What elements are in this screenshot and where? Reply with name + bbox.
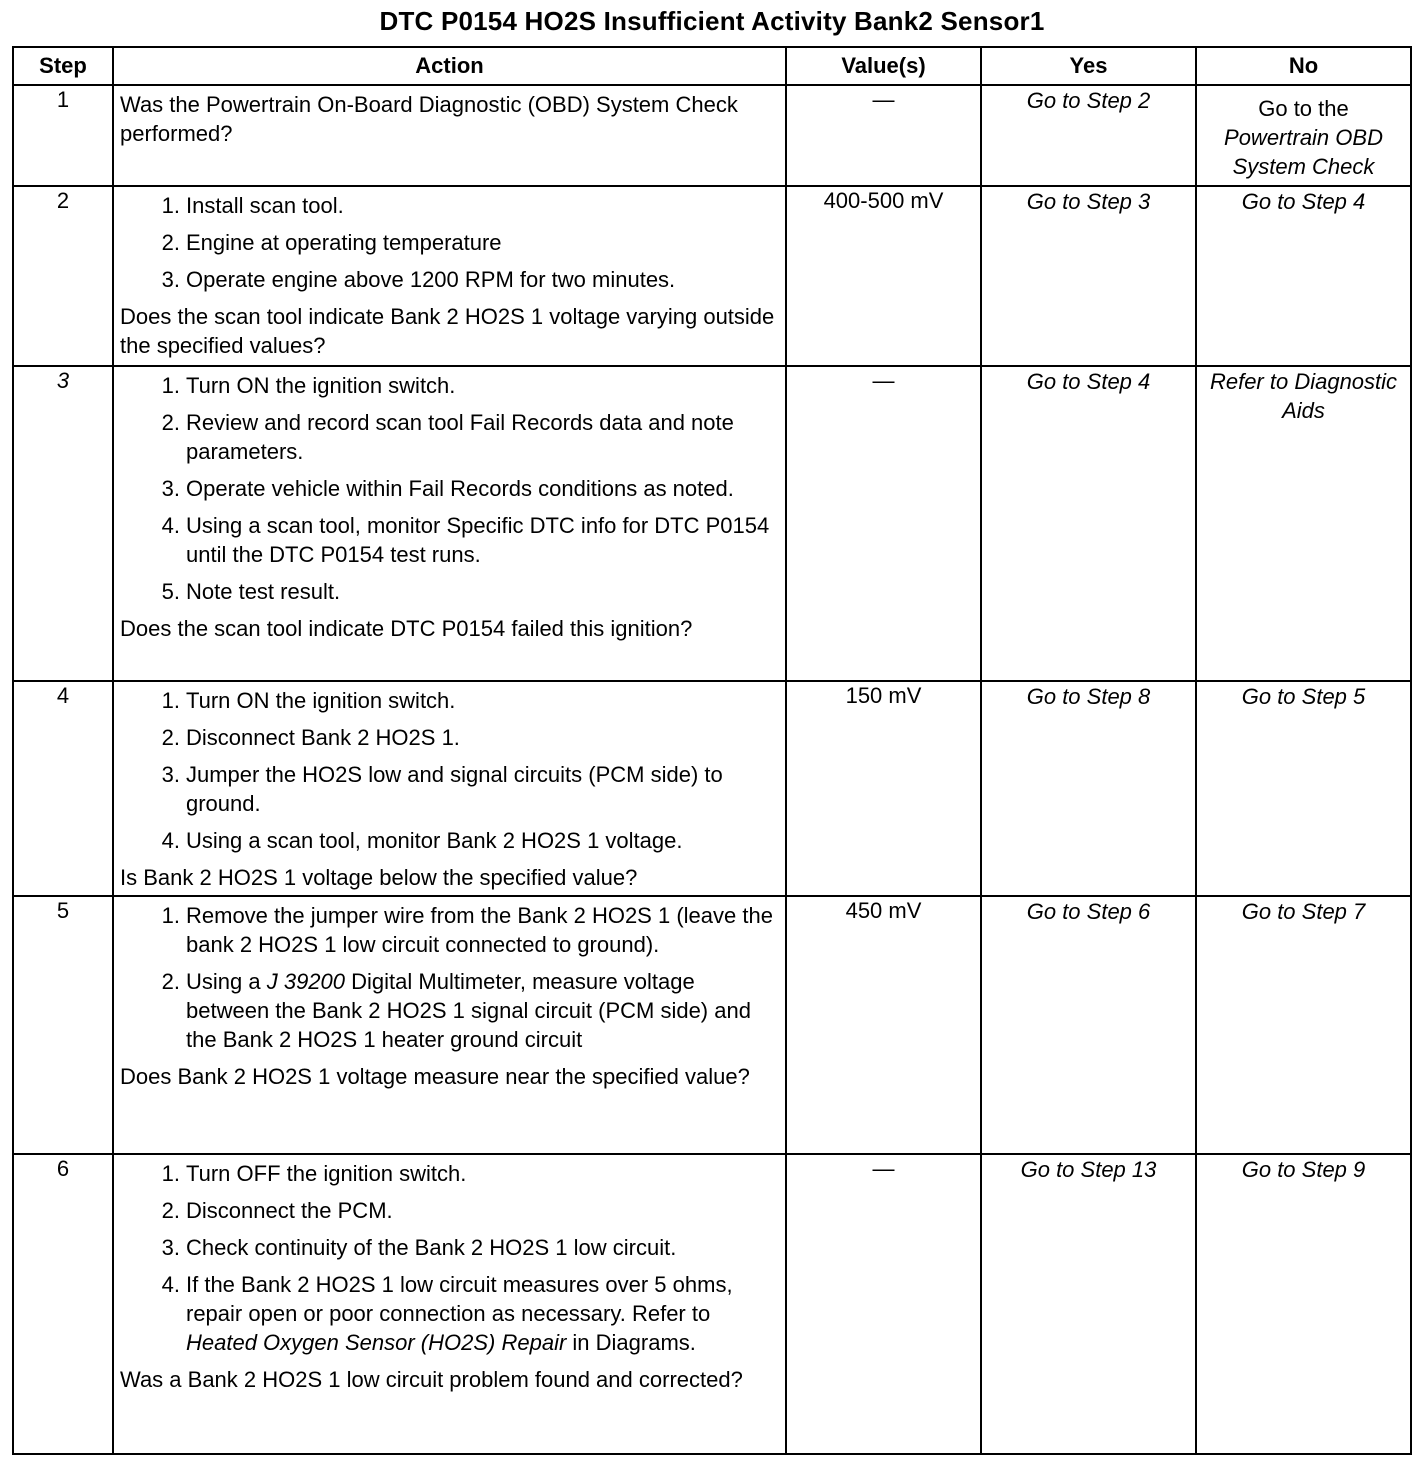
action-item: 4. If the Bank 2 HO2S 1 low circuit measures over 5 ohms, repair open or poor connection as necessary. Refer to Heated Oxygen Sensor (HO2S) Repair in Diagrams. (161, 1272, 733, 1355)
table-header-row (13, 47, 1411, 85)
table-row (13, 85, 1411, 186)
header-value: Value(s) (786, 47, 981, 85)
action-list (120, 686, 779, 855)
yes-cell: Go to Step 13 (981, 1154, 1196, 1454)
repair-reference: Heated Oxygen Sensor (HO2S) Repair (186, 1330, 567, 1355)
action-item: 4. Using a scan tool, monitor Bank 2 HO2S 1 voltage. (161, 828, 683, 853)
value-cell: 400-500 mV (786, 186, 981, 366)
action-item: 4. Using a scan tool, monitor Specific DTC info for DTC P0154 until the DTC P0154 test runs. (161, 513, 770, 567)
action-list (120, 191, 779, 294)
action-item: 3. Operate engine above 1200 RPM for two minutes. (161, 267, 676, 292)
action-item: 5. Note test result. (161, 579, 341, 604)
no-cell (1196, 85, 1411, 186)
value-cell: 450 mV (786, 896, 981, 1154)
table-row (13, 896, 1411, 1154)
yes-cell: Go to Step 3 (981, 186, 1196, 366)
diagnostic-table (12, 46, 1412, 1455)
action-item: 3. Operate vehicle within Fail Records conditions as noted. (161, 476, 734, 501)
step-question: Does Bank 2 HO2S 1 voltage measure near the specified value? (120, 1064, 750, 1089)
action-list (120, 371, 779, 606)
action-item: 2. Review and record scan tool Fail Records data and note parameters. (161, 410, 734, 464)
action-list (120, 1159, 779, 1357)
action-item: 1. Turn ON the ignition switch. (161, 373, 456, 398)
yes-cell: Go to Step 6 (981, 896, 1196, 1154)
step-question: Was a Bank 2 HO2S 1 low circuit problem found and corrected? (120, 1367, 743, 1392)
action-item: 2. Disconnect Bank 2 HO2S 1. (161, 725, 460, 750)
table-row (13, 186, 1411, 366)
yes-cell: Go to Step 2 (981, 85, 1196, 186)
value-cell: — (786, 366, 981, 681)
step-question: Was the Powertrain On-Board Diagnostic (OBD) System Check performed? (120, 92, 738, 146)
no-prefix: Go to the (1258, 96, 1349, 121)
step-question: Does the scan tool indicate DTC P0154 failed this ignition? (120, 616, 693, 641)
yes-cell: Go to Step 8 (981, 681, 1196, 896)
no-cell: Go to Step 7 (1196, 896, 1411, 1154)
no-cell: Refer to Diagnostic Aids (1196, 366, 1411, 681)
action-cell (113, 85, 786, 186)
step-question: Does the scan tool indicate Bank 2 HO2S 1 voltage varying outside the specified values? (120, 304, 775, 358)
step-number: 4 (13, 681, 113, 896)
step-number: 2 (13, 186, 113, 366)
step-number: 5 (13, 896, 113, 1154)
action-cell (113, 681, 786, 896)
value-cell: — (786, 1154, 981, 1454)
action-item: 2. Using a J 39200 Digital Multimeter, measure voltage between the Bank 2 HO2S 1 signal circuit (PCM side) and the Bank 2 HO2S 1 heater ground circuit (161, 969, 751, 1052)
table-row (13, 1154, 1411, 1454)
action-item: 3. Jumper the HO2S low and signal circuits (PCM side) to ground. (161, 762, 723, 816)
action-list (120, 901, 779, 1054)
tool-reference: J 39200 (266, 969, 346, 994)
header-no: No (1196, 47, 1411, 85)
action-item: 1. Turn OFF the ignition switch. (161, 1161, 467, 1186)
step-number: 6 (13, 1154, 113, 1454)
action-cell (113, 366, 786, 681)
action-cell (113, 896, 786, 1154)
action-item: 1. Remove the jumper wire from the Bank 2 HO2S 1 (leave the bank 2 HO2S 1 low circuit connected to ground). (161, 903, 773, 957)
header-yes: Yes (981, 47, 1196, 85)
header-step: Step (13, 47, 113, 85)
action-cell (113, 186, 786, 366)
action-item: 3. Check continuity of the Bank 2 HO2S 1 low circuit. (161, 1235, 677, 1260)
step-question: Is Bank 2 HO2S 1 voltage below the specified value? (120, 865, 638, 890)
no-cell: Go to Step 5 (1196, 681, 1411, 896)
header-action: Action (113, 47, 786, 85)
action-item: 1. Turn ON the ignition switch. (161, 688, 456, 713)
yes-cell: Go to Step 4 (981, 366, 1196, 681)
no-cell: Go to Step 4 (1196, 186, 1411, 366)
table-row (13, 681, 1411, 896)
action-item: 2. Disconnect the PCM. (161, 1198, 393, 1223)
value-cell: — (786, 85, 981, 186)
no-cell: Go to Step 9 (1196, 1154, 1411, 1454)
value-cell: 150 mV (786, 681, 981, 896)
no-reference: Powertrain OBD System Check (1224, 125, 1383, 179)
action-item: 2. Engine at operating temperature (161, 230, 502, 255)
table-row (13, 366, 1411, 681)
page-title: DTC P0154 HO2S Insufficient Activity Bank2 Sensor1 (379, 6, 1045, 36)
step-number: 1 (13, 85, 113, 186)
action-cell (113, 1154, 786, 1454)
action-item: 1. Install scan tool. (161, 193, 344, 218)
step-number: 3 (13, 366, 113, 681)
